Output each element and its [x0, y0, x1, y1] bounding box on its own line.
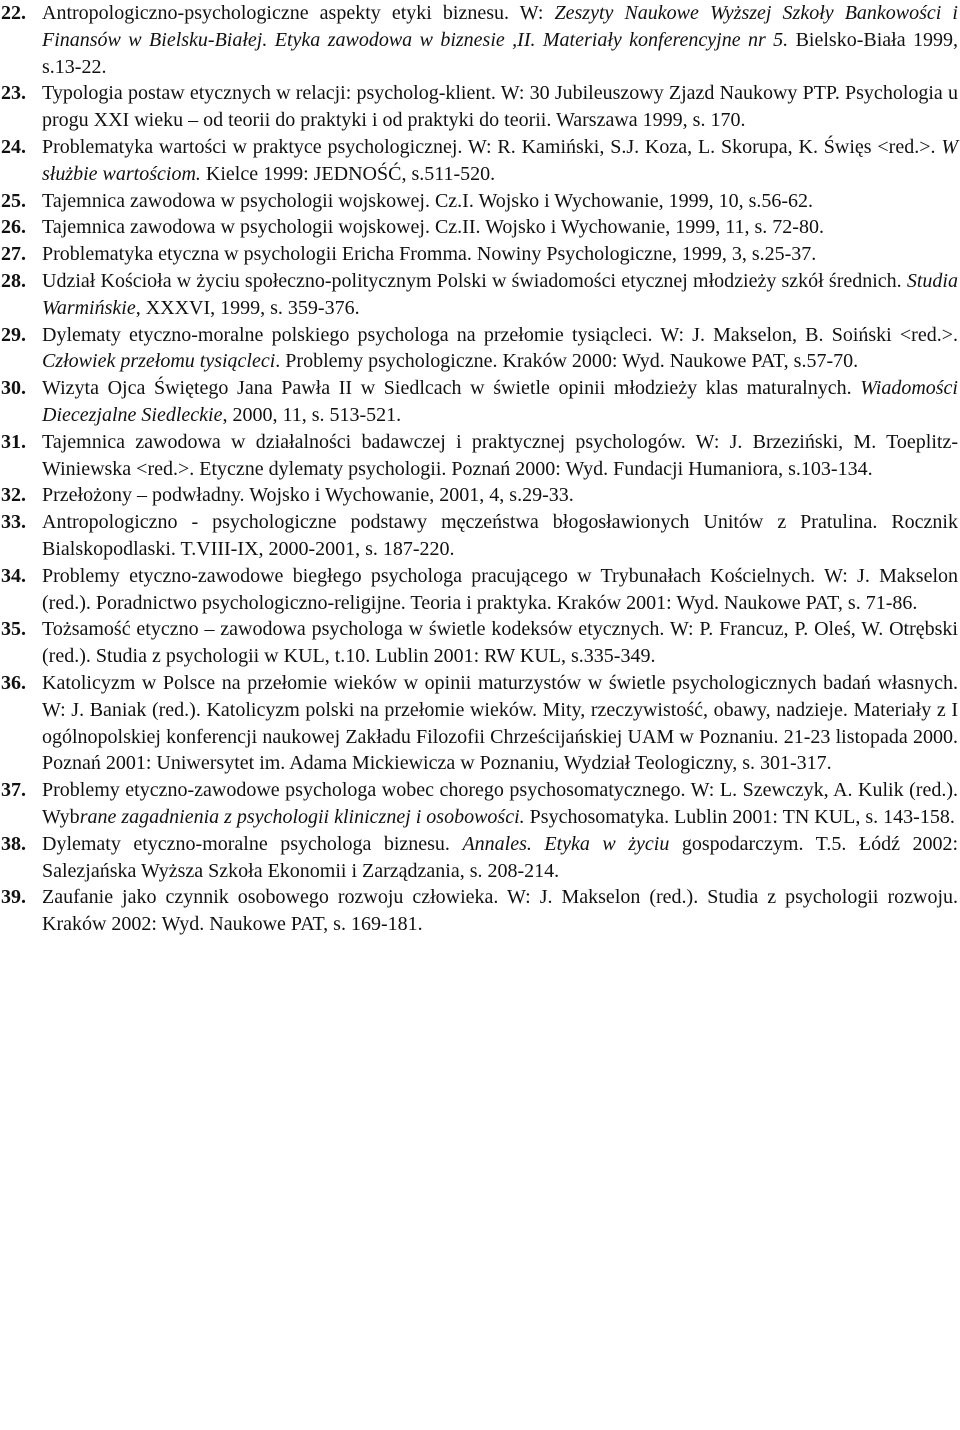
bibliography-entry — [0, 214, 958, 241]
entry-number: 35. — [1, 618, 26, 641]
entry-segment: Wizyta Ojca Świętego Jana Pawła II w Siedlcach w świetle opinii młodzieży klas maturalnych. — [42, 377, 861, 400]
bibliography-entry — [0, 375, 958, 429]
entry-number: 29. — [1, 323, 26, 346]
entry-number: 39. — [1, 886, 26, 909]
entry-segment: Psychosomatyka. Lublin 2001: TN KUL, s. 143-158. — [524, 805, 955, 828]
entry-segment: Typologia postaw etycznych w relacji: psycholog-klient. W: 30 Jubileuszowy Zjazd Naukowy PTP. Psychologia u progu XXI wieku – od teorii do praktyki i od praktyki do teorii. Warszawa 1999, s. 170. — [42, 82, 958, 132]
bibliography-entry — [0, 134, 958, 188]
entry-number: 30. — [1, 377, 26, 400]
entry-text — [42, 484, 574, 506]
entry-number: 27. — [1, 243, 26, 266]
entry-text — [42, 2, 958, 78]
entry-italic-segment: Studia Warmińskie — [42, 269, 958, 319]
bibliography-entry — [0, 322, 958, 376]
entry-number: 33. — [1, 511, 26, 534]
entry-text — [42, 82, 958, 131]
entry-text — [42, 833, 958, 882]
entry-number: 23. — [1, 82, 26, 105]
entry-number: 25. — [1, 189, 26, 212]
entry-text — [42, 136, 958, 185]
entry-segment: Problematyka etyczna w psychologii Ericha Fromma. Nowiny Psychologiczne, 1999, 3, s.25-37. — [42, 243, 817, 266]
entry-number: 31. — [1, 430, 26, 453]
bibliography-entry — [0, 429, 958, 483]
entry-italic-segment: Annales. Etyka w życiu — [462, 832, 670, 855]
entry-segment: Katolicyzm w Polsce na przełomie wieków w opinii maturzystów w świetle psychologicznych badań własnych. W: J. Baniak (red.). Katolicyzm polski na przełomie wieków. Mity, rzeczywistość, obawy, nadzieje. Materiały z I ogólnopolskiej konferencji naukowej Zakładu Filozofii Chrześcijańskiej UAM w Poznaniu. 21-23 listopada 2000. Poznań 2001: Uniwersytet im. Adama Mickiewicza w Poznaniu, Wydział Teologiczny, s. 301-317. — [42, 671, 958, 775]
entry-text — [42, 243, 816, 265]
entry-segment: Antropologiczno-psychologiczne aspekty etyki biznesu. W: — [42, 2, 555, 24]
entry-number: 22. — [1, 2, 26, 24]
entry-text — [42, 216, 824, 238]
entry-segment: gospodarczym. T.5. Łódź 2002: Salezjańska Wyższa Szkoła Ekonomii i Zarządzania, s. 208-214. — [42, 832, 958, 882]
entry-segment: Przełożony – podwładny. Wojsko i Wychowanie, 2001, 4, s.29-33. — [42, 484, 574, 507]
entry-segment: Kielce 1999: JEDNOŚĆ, s.511-520. — [200, 162, 496, 185]
entry-segment: Bielsko-Biała 1999, s.13-22. — [42, 28, 958, 78]
entry-number: 28. — [1, 269, 26, 292]
entry-segment: Udział Kościoła w życiu społeczno-politycznym Polski w świadomości etycznej młodzieży szkół średnich. — [42, 269, 907, 292]
entry-segment: Problemy etyczno-zawodowe biegłego psychologa pracującego w Trybunałach Kościelnych. W: J. Makselon (red.). Poradnictwo psychologiczno-religijne. Teoria i praktyka. Kraków 2001: Wyd. Naukowe PAT, s. 71-86. — [42, 564, 958, 614]
entry-number: 32. — [1, 484, 26, 507]
entry-number: 34. — [1, 564, 26, 587]
entry-text — [42, 886, 958, 935]
bibliography-entry — [0, 616, 958, 670]
entry-text — [42, 270, 958, 319]
entry-italic-segment: rane zagadnienia z psychologii klinicznej i osobowości. — [79, 805, 525, 828]
entry-text — [42, 618, 958, 667]
entry-number: 26. — [1, 216, 26, 239]
bibliography-entry — [0, 884, 958, 938]
bibliography-entry — [0, 241, 958, 268]
bibliography-entry — [0, 0, 958, 80]
bibliography-entry — [0, 80, 958, 134]
entry-segment: , XXXVI, 1999, s. 359-376. — [135, 296, 360, 319]
bibliography-entry — [0, 268, 958, 322]
bibliography-entry — [0, 831, 958, 885]
entry-segment: Problematyka wartości w praktyce psychologicznej. W: R. Kamiński, S.J. Koza, L. Skorupa, K. Święs <red.>. — [42, 135, 942, 158]
entry-italic-segment: Wiadomości Diecezjalne Siedleckie — [42, 377, 958, 426]
entry-text — [42, 511, 958, 560]
entry-segment: , 2000, 11, s. 513-521. — [222, 403, 402, 426]
entry-text — [42, 565, 958, 614]
entry-segment: Zaufanie jako czynnik osobowego rozwoju człowieka. W: J. Makselon (red.). Studia z psychologii rozwoju. Kraków 2002: Wyd. Naukowe PAT, s. 169-181. — [42, 886, 958, 936]
entry-text — [42, 672, 958, 774]
bibliography-entry — [0, 188, 958, 215]
entry-italic-segment: Zeszyty Naukowe Wyższej Szkoły Bankowości i Finansów w Bielsku-Białej. Etyka zawodowa w biznesie ,II. Materiały konferencyjne nr 5. — [42, 2, 958, 51]
entry-italic-segment: W służbie wartościom. — [42, 135, 958, 185]
entry-number: 36. — [1, 671, 26, 694]
entry-text — [42, 190, 813, 212]
bibliography-entry — [0, 670, 958, 777]
entry-segment: Dylematy etyczno-moralne polskiego psychologa na przełomie tysiącleci. W: J. Makselon, B. Soiński <red.>. — [42, 323, 958, 346]
bibliography-entry — [0, 509, 958, 563]
entry-segment: Antropologiczno - psychologiczne podstawy męczeństwa błogosławionych Unitów z Pratulina. Rocznik Bialskopodlaski. T.VIII-IX, 2000-2001, s. 187-220. — [42, 511, 958, 560]
entry-text — [42, 377, 958, 426]
entry-segment: Tożsamość etyczno – zawodowa psychologa w świetle kodeksów etycznych. W: P. Francuz, P. Oleś, W. Otrębski (red.). Studia z psychologii w KUL, t.10. Lublin 2001: RW KUL, s.335-349. — [42, 618, 958, 668]
entry-segment: Dylematy etyczno-moralne psychologa biznesu. — [42, 832, 463, 855]
entry-segment: . Problemy psychologiczne. Kraków 2000: Wyd. Naukowe PAT, s.57-70. — [275, 350, 859, 373]
entry-number: 38. — [1, 832, 26, 855]
entry-segment: Tajemnica zawodowa w działalności badawczej i praktycznej psychologów. W: J. Brzeziński, M. Toeplitz-Winiewska <red.>. Etyczne dylematy psychologii. Poznań 2000: Wyd. Fundacji Humaniora, s.103-134. — [42, 430, 958, 480]
entry-segment: Problemy etyczno-zawodowe psychologa wobec chorego psychosomatycznego. W: L. Szewczyk, A. Kulik (red.). Wyb — [42, 779, 958, 828]
entry-segment: Tajemnica zawodowa w psychologii wojskowej. Cz.I. Wojsko i Wychowanie, 1999, 10, s.56-62. — [42, 189, 814, 212]
bibliography-entry — [0, 563, 958, 617]
entry-text — [42, 324, 958, 373]
entry-italic-segment: Człowiek przełomu tysiącleci — [42, 350, 276, 373]
entry-text — [42, 431, 958, 480]
entry-number: 24. — [1, 135, 26, 158]
entry-number: 37. — [1, 779, 26, 802]
bibliography-entry — [0, 482, 958, 509]
entry-segment: Tajemnica zawodowa w psychologii wojskowej. Cz.II. Wojsko i Wychowanie, 1999, 11, s. 72-80. — [42, 216, 824, 239]
entry-text — [42, 779, 958, 828]
bibliography-entry — [0, 777, 958, 831]
